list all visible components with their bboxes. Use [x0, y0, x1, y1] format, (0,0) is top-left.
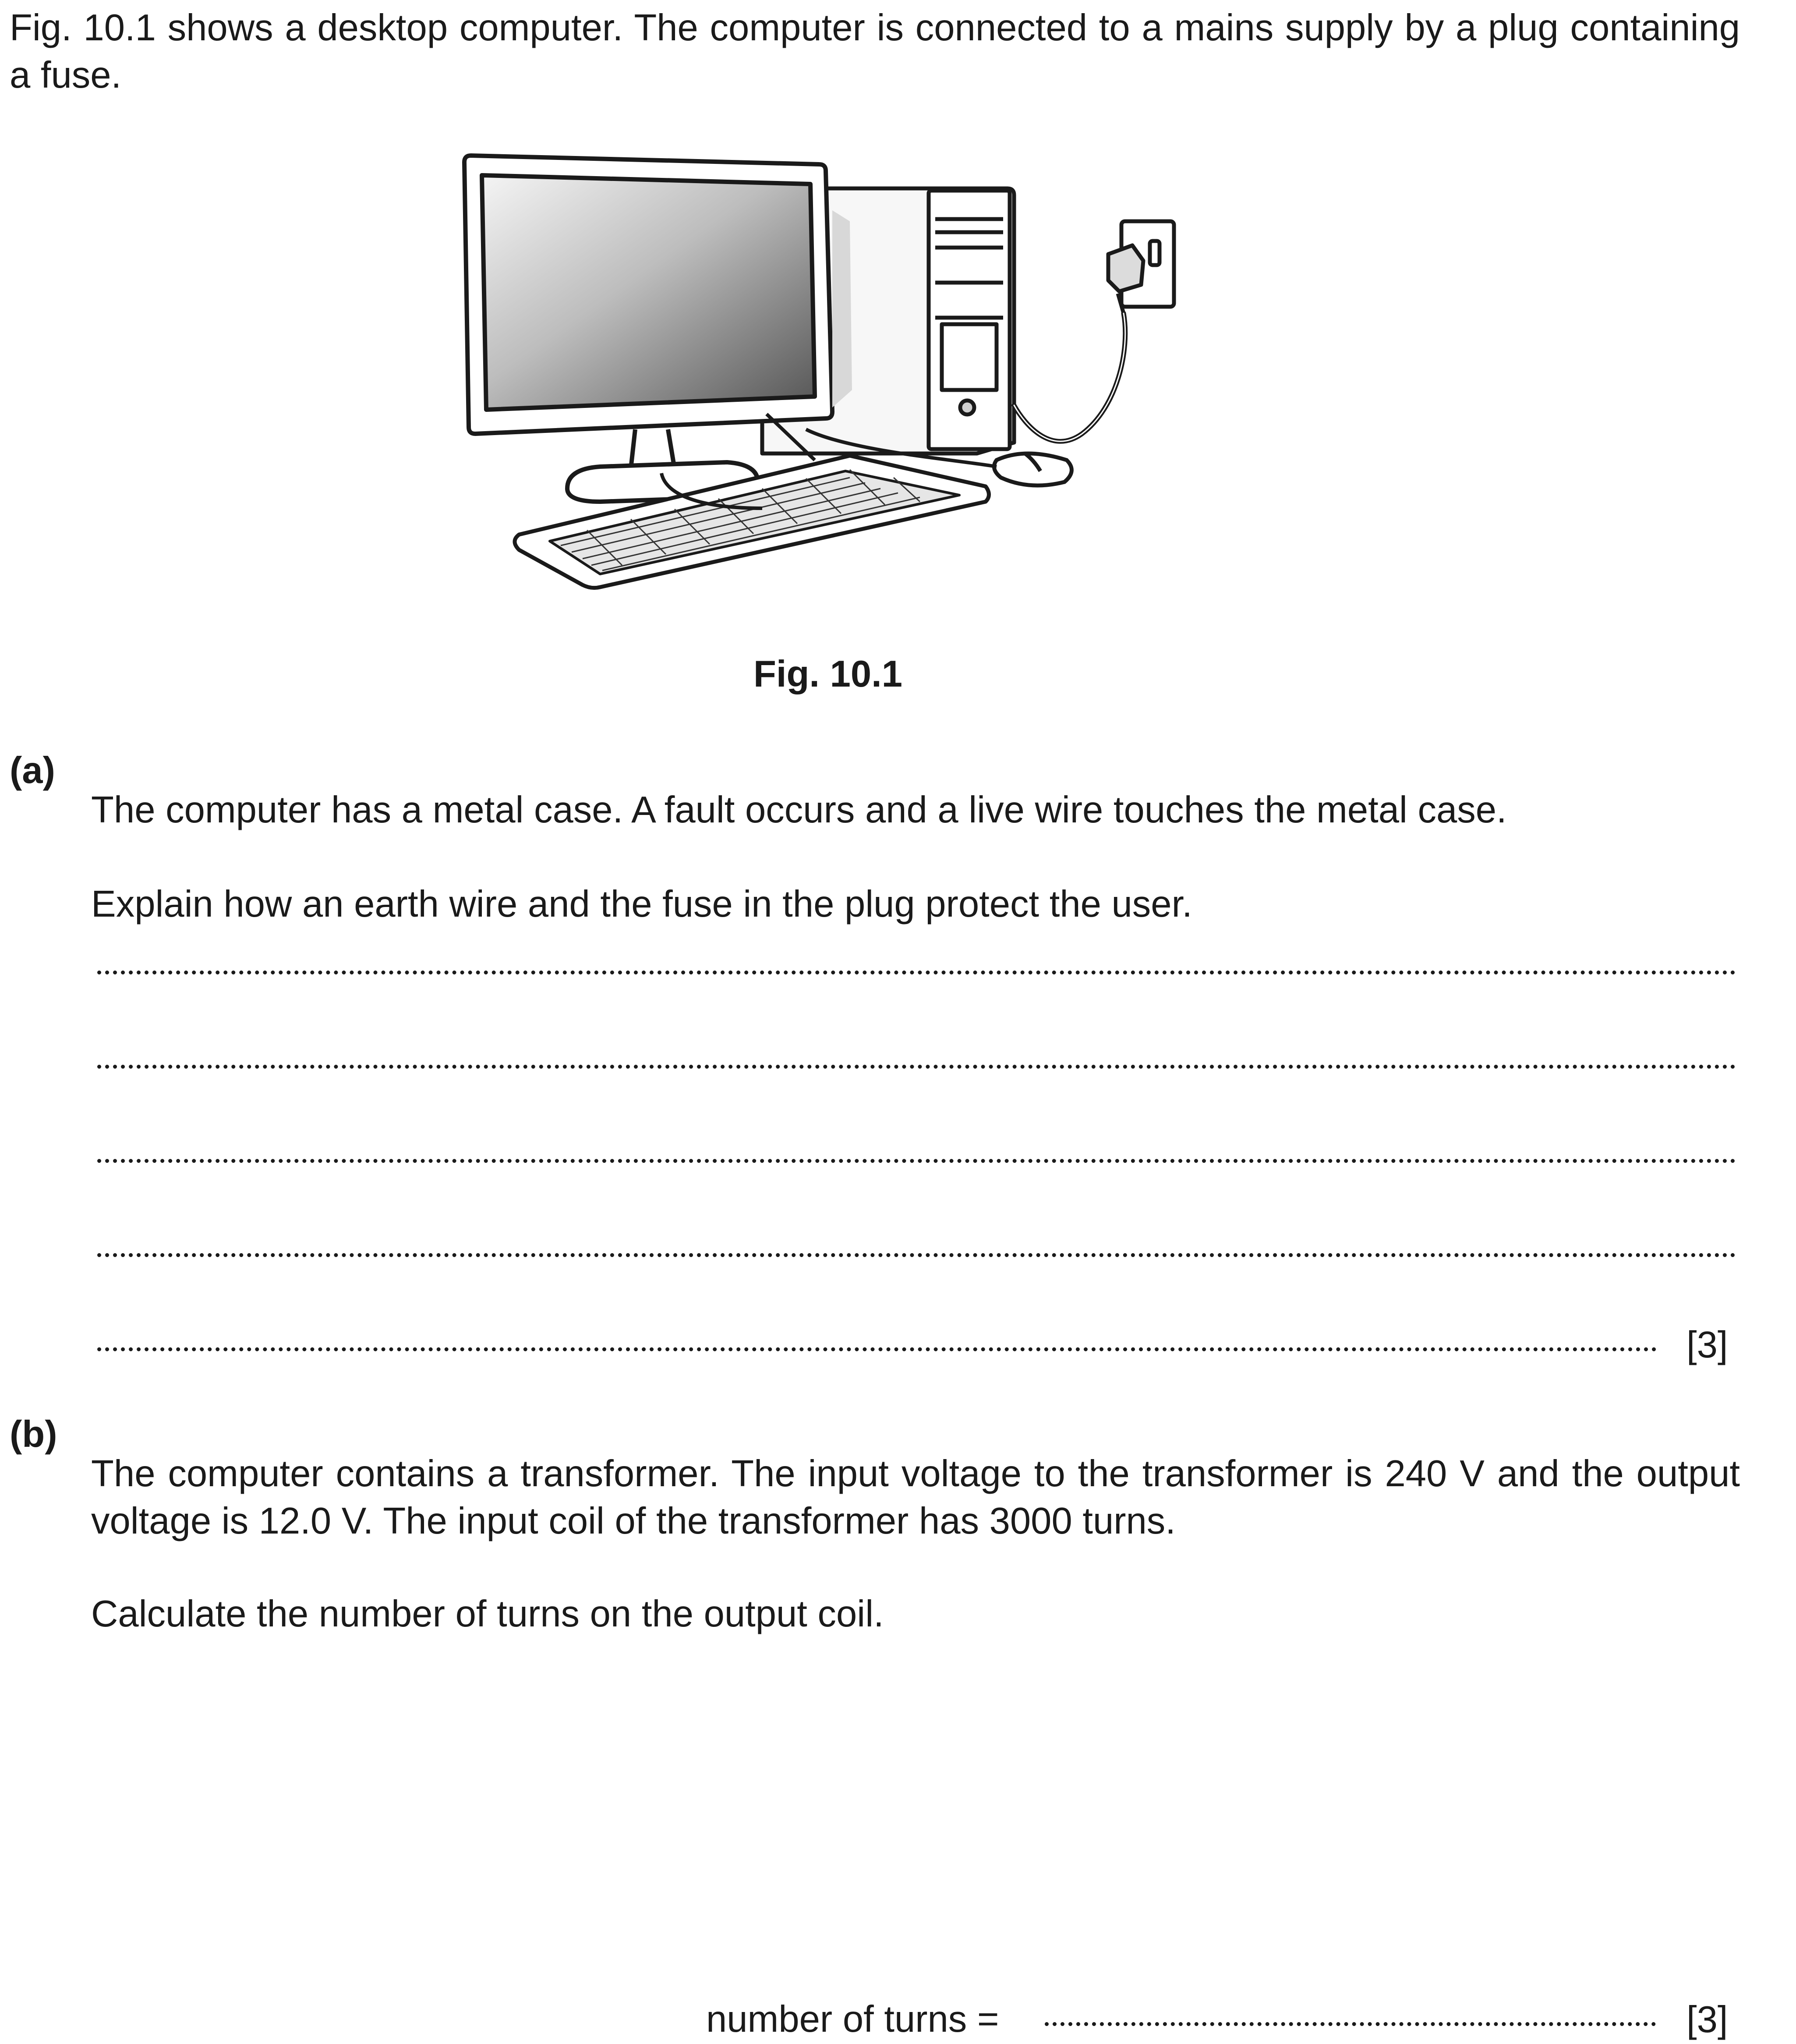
part-b-instruction: Calculate the number of turns on the output coil. — [91, 1593, 884, 1635]
answer-line[interactable] — [97, 1347, 1657, 1351]
intro-text: Fig. 10.1 shows a desktop computer. The computer is connected to a mains supply by a plug containing a fuse. — [10, 7, 1740, 96]
power-cable — [1014, 313, 1125, 441]
desktop-computer-illustration — [456, 145, 1209, 618]
part-b-label: (b) — [10, 1413, 57, 1455]
part-a-instruction: Explain how an earth wire and the fuse in the plug protect the user. — [91, 883, 1192, 925]
part-a-statement: The computer has a metal case. A fault occurs and a live wire touches the metal case. — [91, 789, 1507, 831]
number-of-turns-answer-line[interactable] — [1045, 2022, 1656, 2026]
figure-caption: Fig. 10.1 — [753, 653, 903, 695]
number-of-turns-label: number of turns = — [706, 1998, 999, 2040]
part-b-marks: [3] — [1686, 1999, 1728, 2040]
answer-line[interactable] — [97, 1065, 1736, 1069]
answer-line[interactable] — [97, 1159, 1736, 1163]
wall-socket-icon — [1108, 221, 1174, 313]
part-b-statement: The computer contains a transformer. The input voltage to the transformer is 240 V and the output voltage is 12.0 V. The input coil of the transformer has 3000 turns. — [91, 1453, 1740, 1542]
part-a-label: (a) — [10, 750, 55, 791]
answer-line[interactable] — [97, 1253, 1736, 1257]
mouse-icon — [994, 453, 1071, 485]
part-a-marks: [3] — [1686, 1324, 1728, 1366]
answer-line[interactable] — [97, 971, 1736, 974]
